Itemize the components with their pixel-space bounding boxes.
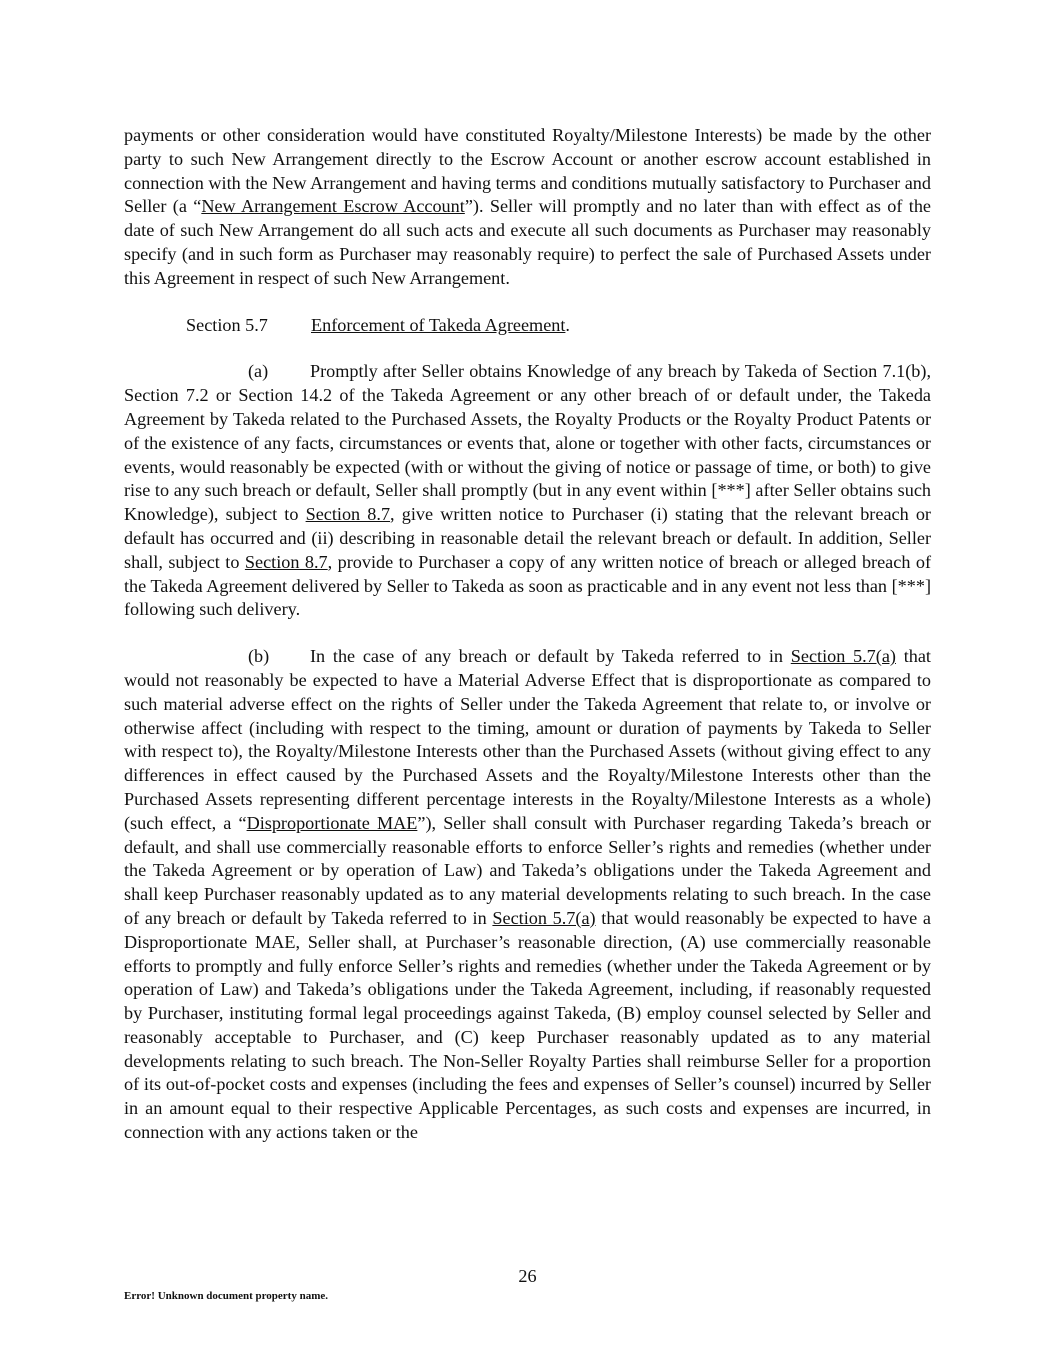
- cross-reference-section-8-7-second: Section 8.7: [244, 551, 328, 572]
- footer-error-text: Error! Unknown document property name.: [124, 1290, 329, 1302]
- continuation-text-2: ”). Seller will promptly and no later than with effect as of the date of such New Arrangement do all such acts and execute all such documents as Purchaser may reasonably specify (and in such form as Purchaser may reasonably require) to perfect the sale of Purchased Assets under this Agreement in respect of such New Arrangement.: [124, 196, 932, 288]
- defined-term-new-arrangement-escrow-account: New Arrangement Escrow Account: [201, 196, 465, 217]
- defined-term-disproportionate-mae: Disproportionate MAE: [246, 812, 418, 833]
- section-number: Section 5.7: [186, 314, 268, 335]
- continuation-paragraph: [124, 124, 931, 291]
- section-heading: [124, 314, 931, 338]
- subsection-a: [124, 360, 931, 622]
- subsection-b-text-2: that would not reasonably be expected to have a Material Adverse Effect that is disproportionate as compared to such material adverse effect on the rights of Seller under the Takeda Agreement that relate to, or involve or otherwise affect (including with respect to the timing, amount or duration of payments by Takeda to Seller with respect to), the Royalty/Milestone Interests other than the Purchased Assets (without giving effect to any differences in effect caused by the Purchased Assets and the Royalty/Milestone Interests other than the Purchased Assets representing different percentage interests in the Royalty/Milestone Interests as a whole) (such effect, a “: [124, 646, 931, 833]
- subsection-a-text-3: , provide to Purchaser a copy of any written notice of breach or alleged breach of the Takeda Agreement delivered by Seller to Takeda as soon as practicable and in any event not less than [***] following such delivery.: [124, 551, 932, 620]
- subsection-a-text-1: Promptly after Seller obtains Knowledge of any breach by Takeda of Section 7.1(b), Section 7.2 or Section 14.2 of the Takeda Agreement or any other breach of or default under, the Takeda Agreement by Takeda related to the Purchased Assets, the Royalty Products or the Royalty Product Patents or of the existence of any facts, circumstances or events that, alone or together with other facts, circumstances or events, would reasonably be expected (with or without the giving of notice or passage of time, or both) to give rise to any such breach or default, Seller shall promptly (but in any event within [***] after Seller obtains such Knowledge), subject to: [124, 361, 931, 525]
- subsection-b-text-3: ”), Seller shall consult with Purchaser regarding Takeda’s breach or default, and shall use commercially reasonable efforts to enforce Seller’s rights and remedies (whether under the Takeda Agreement or by operation of Law) and Takeda’s obligations under the Takeda Agreement and shall keep Purchaser reasonably updated as to any material developments relating to such breach. In the case of any breach or default by Takeda referred to in: [124, 812, 931, 928]
- subsection-b-text-4: that would reasonably be expected to have a Disproportionate MAE, Seller shall, at Purchaser’s reasonable direction, (A) use commercially reasonable efforts to promptly and fully enforce Seller’s rights and remedies (whether under the Takeda Agreement or by operation of Law) and Takeda’s obligations under the Takeda Agreement, including, if reasonably requested by Purchaser, instituting formal legal proceedings against Takeda, (B) employ counsel selected by Seller and reasonably acceptable to Purchaser, and (C) keep Purchaser reasonably updated as to any material developments relating to such breach. The Non-Seller Royalty Parties shall reimburse Seller for a proportion of its out-of-pocket costs and expenses (including the fees and expenses of Seller’s counsel) incurred by Seller in an amount equal to their respective Applicable Percentages, as such costs and expenses are incurred, in connection with any actions taken or the: [124, 907, 931, 1143]
- subsection-b-label: (b): [248, 646, 270, 667]
- subsection-b: [124, 645, 931, 1145]
- section-title-period: .: [565, 314, 570, 335]
- subsection-a-label: (a): [248, 361, 269, 382]
- subsection-a-text-2: , give written notice to Purchaser (i) stating that the relevant breach or default has occurred and (ii) describing in reasonable detail the relevant breach or default. In addition, Seller shall, subject to: [124, 504, 931, 572]
- cross-reference-section-5-7a-second: Section 5.7(a): [492, 907, 596, 928]
- cross-reference-section-5-7a: Section 5.7(a): [790, 646, 896, 667]
- page-number: 26: [518, 1266, 537, 1286]
- subsection-b-text-1: In the case of any breach or default by Takeda referred to in: [310, 646, 791, 667]
- continuation-text-1: payments or other consideration would have constituted Royalty/Milestone Interests) be made by the other party to such New Arrangement directly to the Escrow Account or another escrow account established in connection with the New Arrangement and having terms and conditions mutually satisfactory to Purchaser and Seller (a “: [124, 125, 931, 217]
- document-body: [124, 124, 931, 1145]
- section-title: Enforcement of Takeda Agreement: [311, 314, 566, 335]
- cross-reference-section-8-7: Section 8.7: [305, 504, 391, 525]
